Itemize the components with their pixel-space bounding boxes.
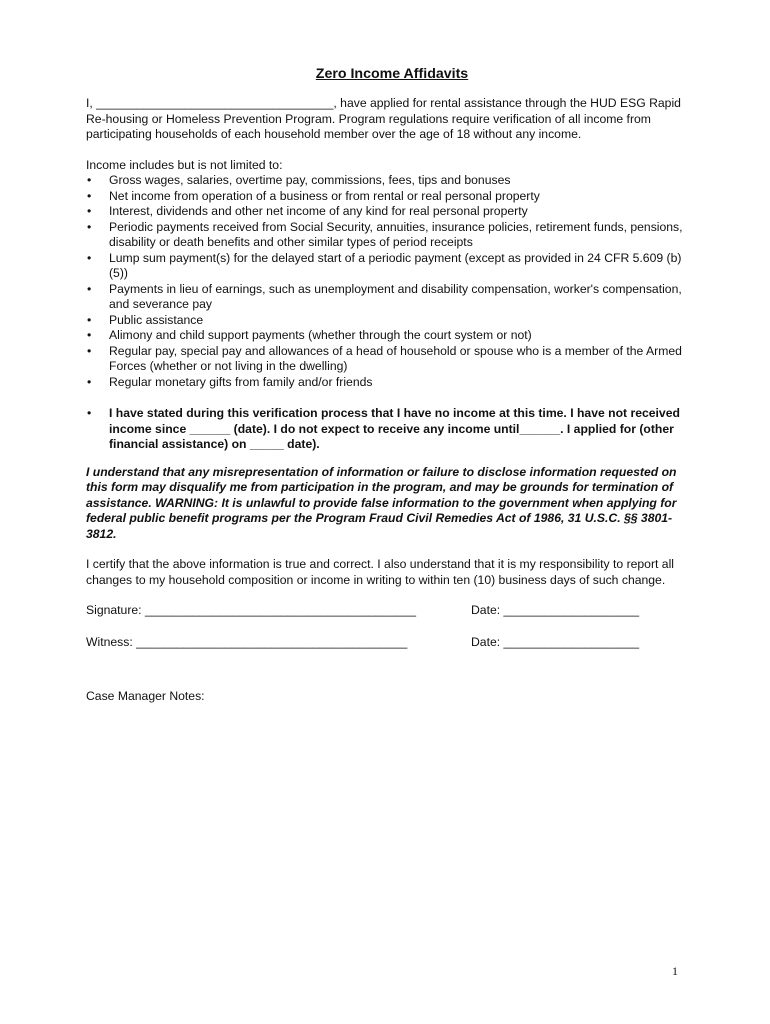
- income-item: • Regular monetary gifts from family and/or friends: [86, 375, 698, 391]
- case-manager-notes-label: Case Manager Notes:: [86, 689, 205, 703]
- page-title: Zero Income Affidavits: [315, 66, 469, 82]
- income-item: • Net income from operation of a business or from rental or real personal property: [86, 189, 698, 205]
- no-income-statement-list: [86, 406, 698, 453]
- signature-row: [86, 603, 698, 619]
- no-income-statement: • I have stated during this verification process that I have no income at this time. I have not received income since ______ (date). I do not expect to receive any income until______. I applied for (other financial assistance) on _____ date).: [86, 406, 698, 453]
- witness-date-field[interactable]: Date: ____________________: [471, 635, 640, 649]
- income-item: • Gross wages, salaries, overtime pay, commissions, fees, tips and bonuses: [86, 173, 698, 189]
- income-item: • Lump sum payment(s) for the delayed start of a periodic payment (except as provided in 24 CFR 5.609 (b)(5)): [86, 251, 698, 282]
- signature-field[interactable]: Signature: ________________________________________: [86, 603, 417, 617]
- certification-paragraph: I certify that the above information is true and correct. I also understand that it is my responsibility to report all changes to my household composition or income in writing to within ten (10) business days of such change.: [86, 557, 674, 587]
- affidavit-page: [86, 66, 698, 705]
- income-item: • Periodic payments received from Social Security, annuities, insurance policies, retirement funds, pensions, disability or death benefits and other similar types of period receipts: [86, 220, 698, 251]
- income-item: • Payments in lieu of earnings, such as unemployment and disability compensation, worker's compensation, and severance pay: [86, 282, 698, 313]
- income-list: [86, 173, 698, 390]
- income-item: • Interest, dividends and other net income of any kind for real personal property: [86, 204, 698, 220]
- signature-date-field[interactable]: Date: ____________________: [471, 603, 640, 617]
- intro-paragraph: I, ___________________________________, have applied for rental assistance through the HUD ESG Rapid Re-housing or Homeless Prevention Program. Program regulations require verification of all income from participating households of each household member over the age of 18 without any income.: [86, 96, 681, 141]
- warning-paragraph: I understand that any misrepresentation of information or failure to disclose information requested on this form may disqualify me from participation in the program, and may be grounds for termination of assistance. WARNING: It is unlawful to provide false information to the government when applying for federal public benefit programs per the Program Fraud Civil Remedies Act of 1986, 31 U.S.C. §§ 3801-3812.: [86, 464, 677, 541]
- witness-field[interactable]: Witness: ________________________________________: [86, 635, 408, 649]
- income-item: • Public assistance: [86, 313, 698, 329]
- income-heading: Income includes but is not limited to:: [86, 157, 283, 172]
- page-number: 1: [672, 964, 678, 978]
- income-item: • Alimony and child support payments (whether through the court system or not): [86, 328, 698, 344]
- income-item: • Regular pay, special pay and allowances of a head of household or spouse who is a member of the Armed Forces (whether or not living in the dwelling): [86, 344, 698, 375]
- witness-row: [86, 635, 698, 651]
